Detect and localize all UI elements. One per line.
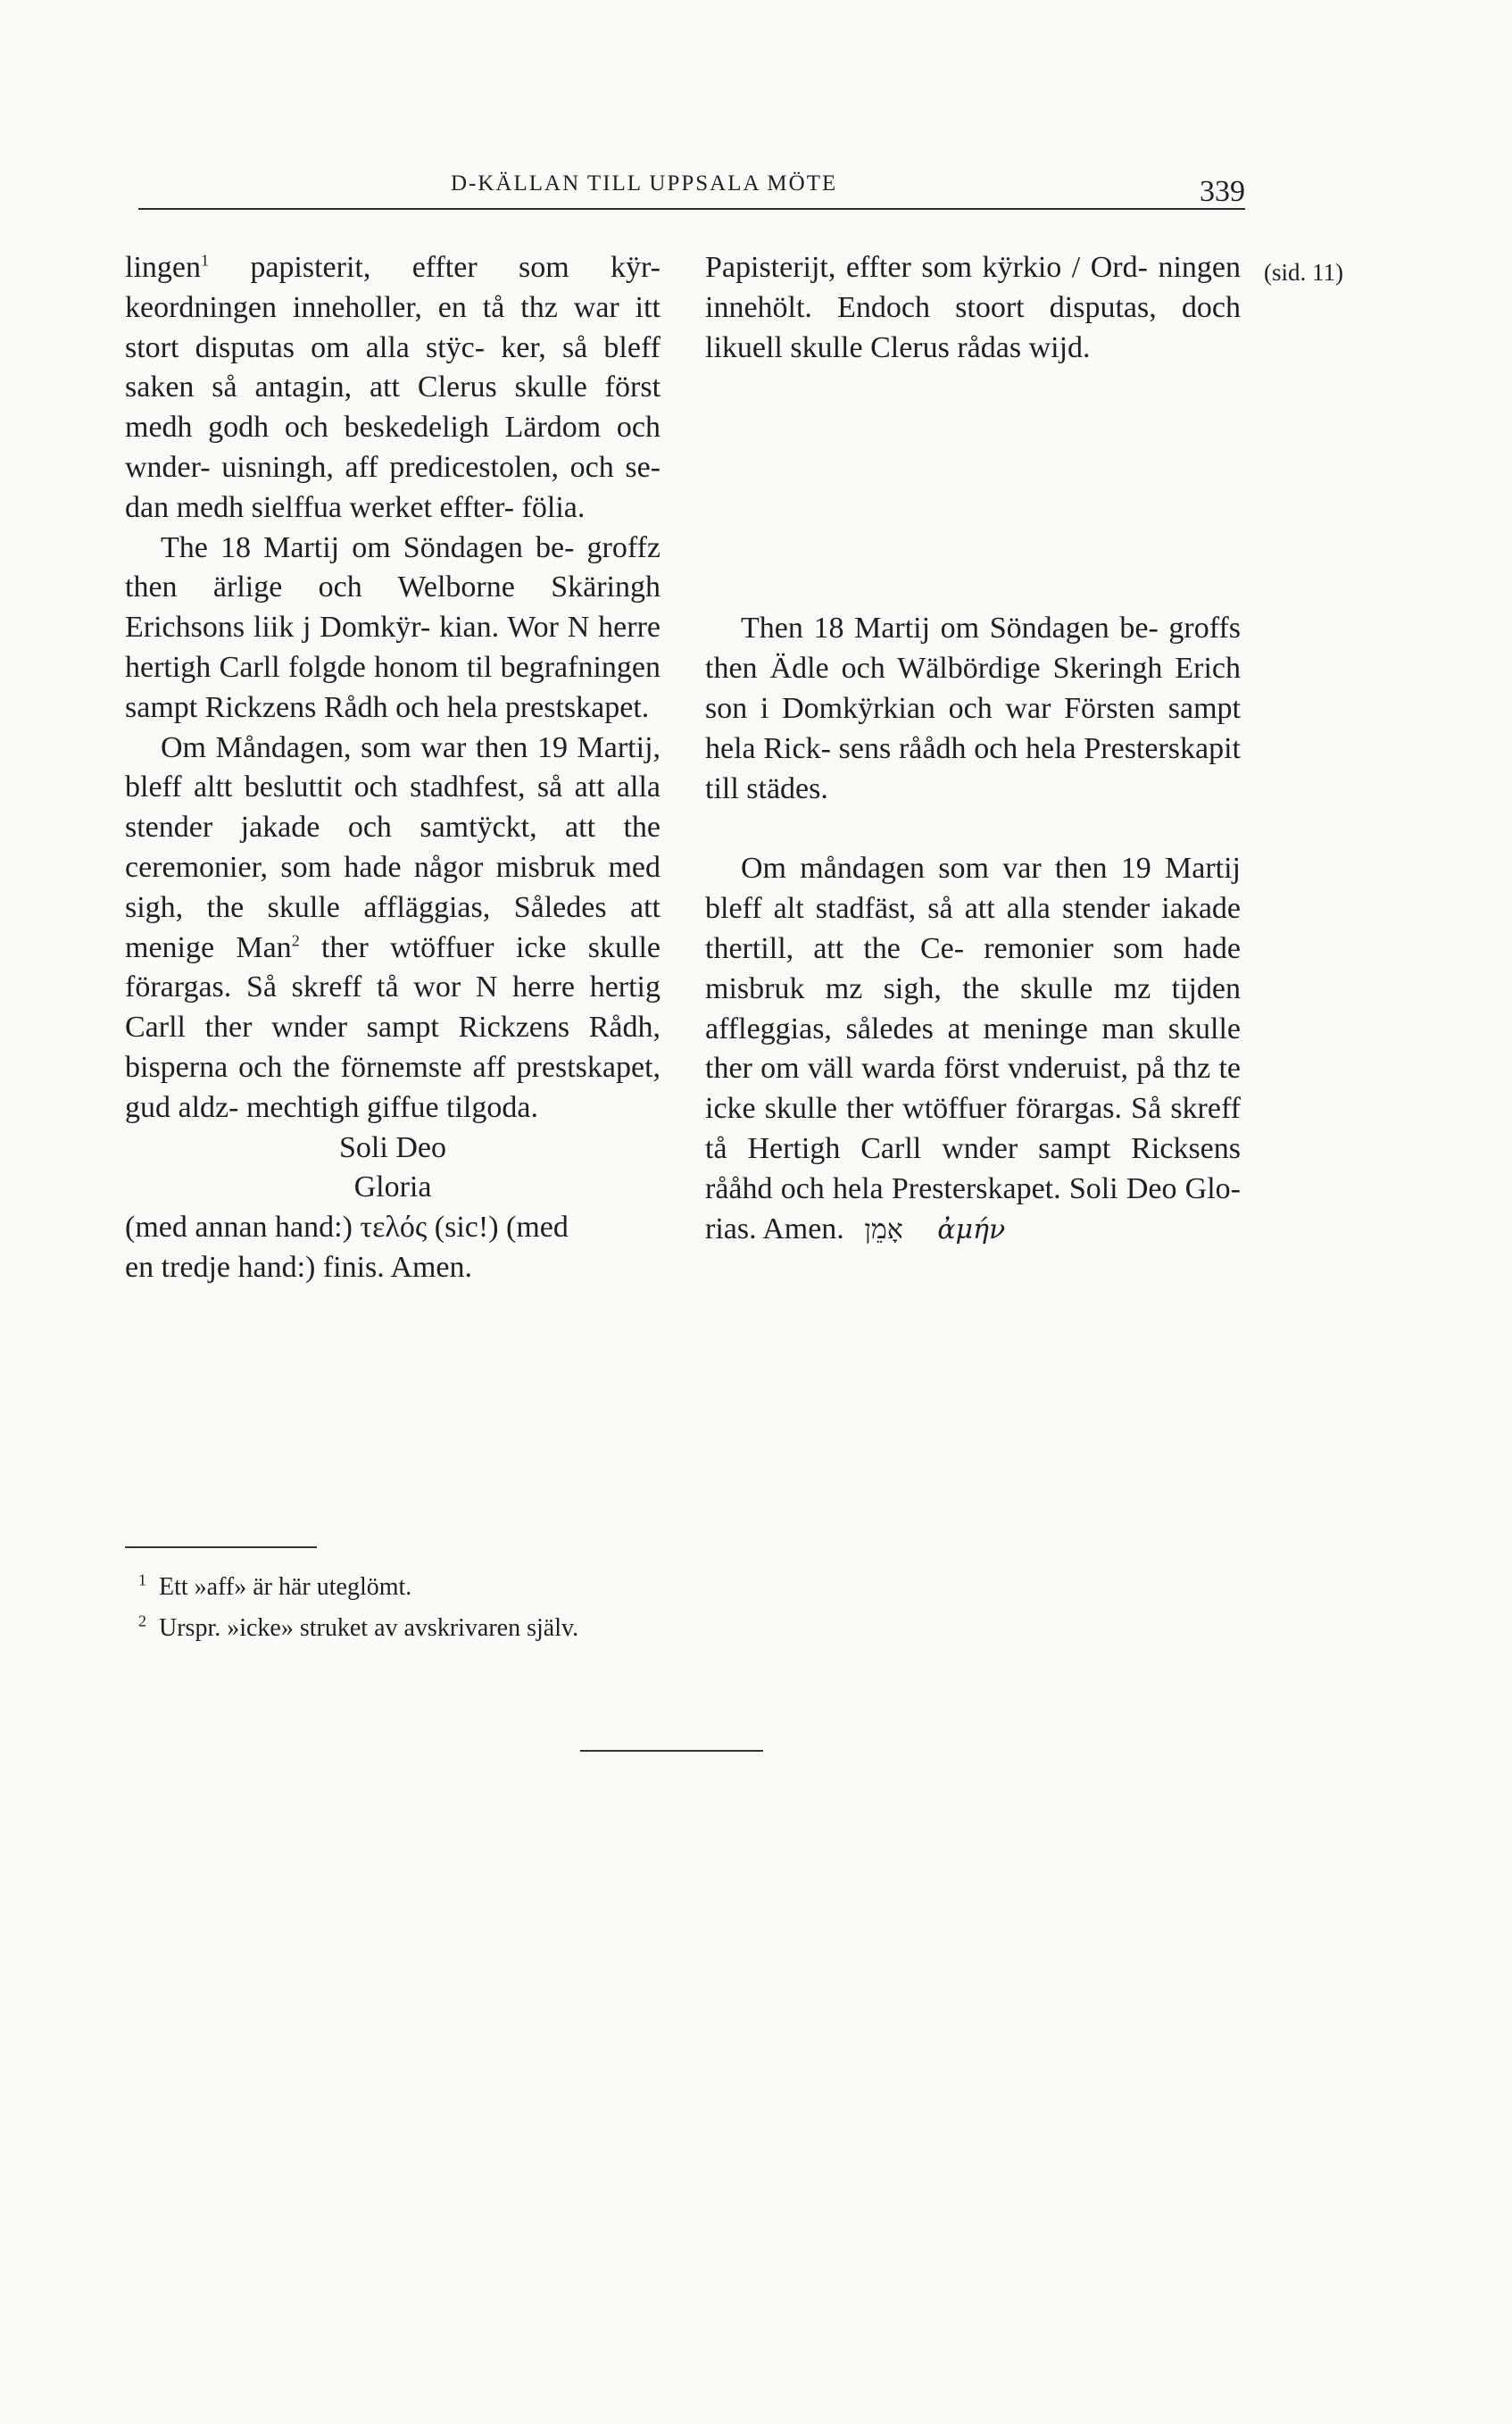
footnotes — [138, 1567, 578, 1649]
footnote-ref-2: 2 — [291, 931, 300, 950]
footnote-ref-1: 1 — [200, 251, 209, 270]
page-number: 339 — [1200, 175, 1245, 208]
page-header — [138, 161, 1245, 214]
footnote-rule — [125, 1546, 317, 1548]
closing-note: (med annan hand:) τελός (sic!) (med en tredje hand:) finis. Amen. — [125, 1211, 569, 1284]
right-paragraph-3: Om måndagen som var then 19 Martij bleff alt stadfäst, så att alla stender iakade thertill, att the Ce- remonier som hade misbruk mz sigh, the skulle mz tijden affleggias, således at meninge man skulle ther om väll warda först vnderuist, på thz te icke skulle ther wtöffuer förargas. Så skreff tå Hertigh Carll wnder sampt Ricksens rååhd och hela Presterskapet. Soli Deo Glo- rias. Amen. אָמֵן ἀμήν — [705, 852, 1242, 1245]
margin-note: (sid. 11) — [1264, 259, 1343, 286]
end-rule — [580, 1750, 763, 1752]
soli-deo: Soli Deo — [339, 1130, 446, 1164]
right-column — [705, 248, 1241, 1250]
left-paragraph-2: The 18 Martij om Söndagen be- groffz then ärlige och Welborne Skäringh Erichsons liik j Domkÿr- kian. Wor N herre hertigh Carll folgde honom til begrafningen sampt Rickzens Rådh och hela prestskapet. — [125, 530, 661, 724]
running-head: D-KÄLLAN TILL UPPSALA MÖTE — [451, 171, 838, 196]
left-paragraph-3: Om Måndagen, som war then 19 Martij, bleff altt besluttit och stadhfest, så att alla stender jakade och samtÿckt, att the ceremonier, som hade någor misbruk med sigh, the skulle affläggias, Således att menige Man$^2$ ther wtöffuer icke skulle förargas. Så skreff tå wor N herre hertig Carll ther wnder sampt Rickzens Rådh, bisperna och the förnemste aff prestskapet, gud aldz- mechtigh giffue tilgoda. — [125, 730, 661, 1124]
greek-telos: τελός — [360, 1211, 428, 1245]
left-column — [125, 248, 660, 1288]
gloria: Gloria — [353, 1170, 432, 1204]
hebrew-amen: אָמֵן — [864, 1213, 903, 1245]
left-paragraph-1: lingen$^1$ papisterit, effter som kÿr- keordningen inneholler, en tå thz war itt stort disputas om alla stÿc- ker, så bleff saken så antagin, att Clerus skulle först medh godh och beskedeligh Lärdom och wnder- uisningh, aff predicestolen, och se- dan medh sielffua werket effter- fölia. — [125, 251, 661, 524]
footnote-1: $^1$ Ett »aff» är här uteglömt. — [138, 1570, 412, 1601]
greek-amen: ἀμήν — [937, 1213, 1006, 1245]
right-paragraph-2: Then 18 Martij om Söndagen be- groffs then Ädle och Wälbördige Skeringh Erich son i Domkÿrkian och war Försten sampt hela Rick- sens råådh och hela Presterskapit till städes. — [705, 612, 1242, 805]
header-rule — [138, 208, 1245, 210]
footnote-2: $^2$ Urspr. »icke» struket av avskrivaren själv. — [138, 1612, 579, 1642]
right-paragraph-1: Papisterijt, effter som kÿrkio / Ord- ningen innehölt. Endoch stoort disputas, doch likuell skulle Clerus rådas wijd. — [705, 251, 1241, 364]
